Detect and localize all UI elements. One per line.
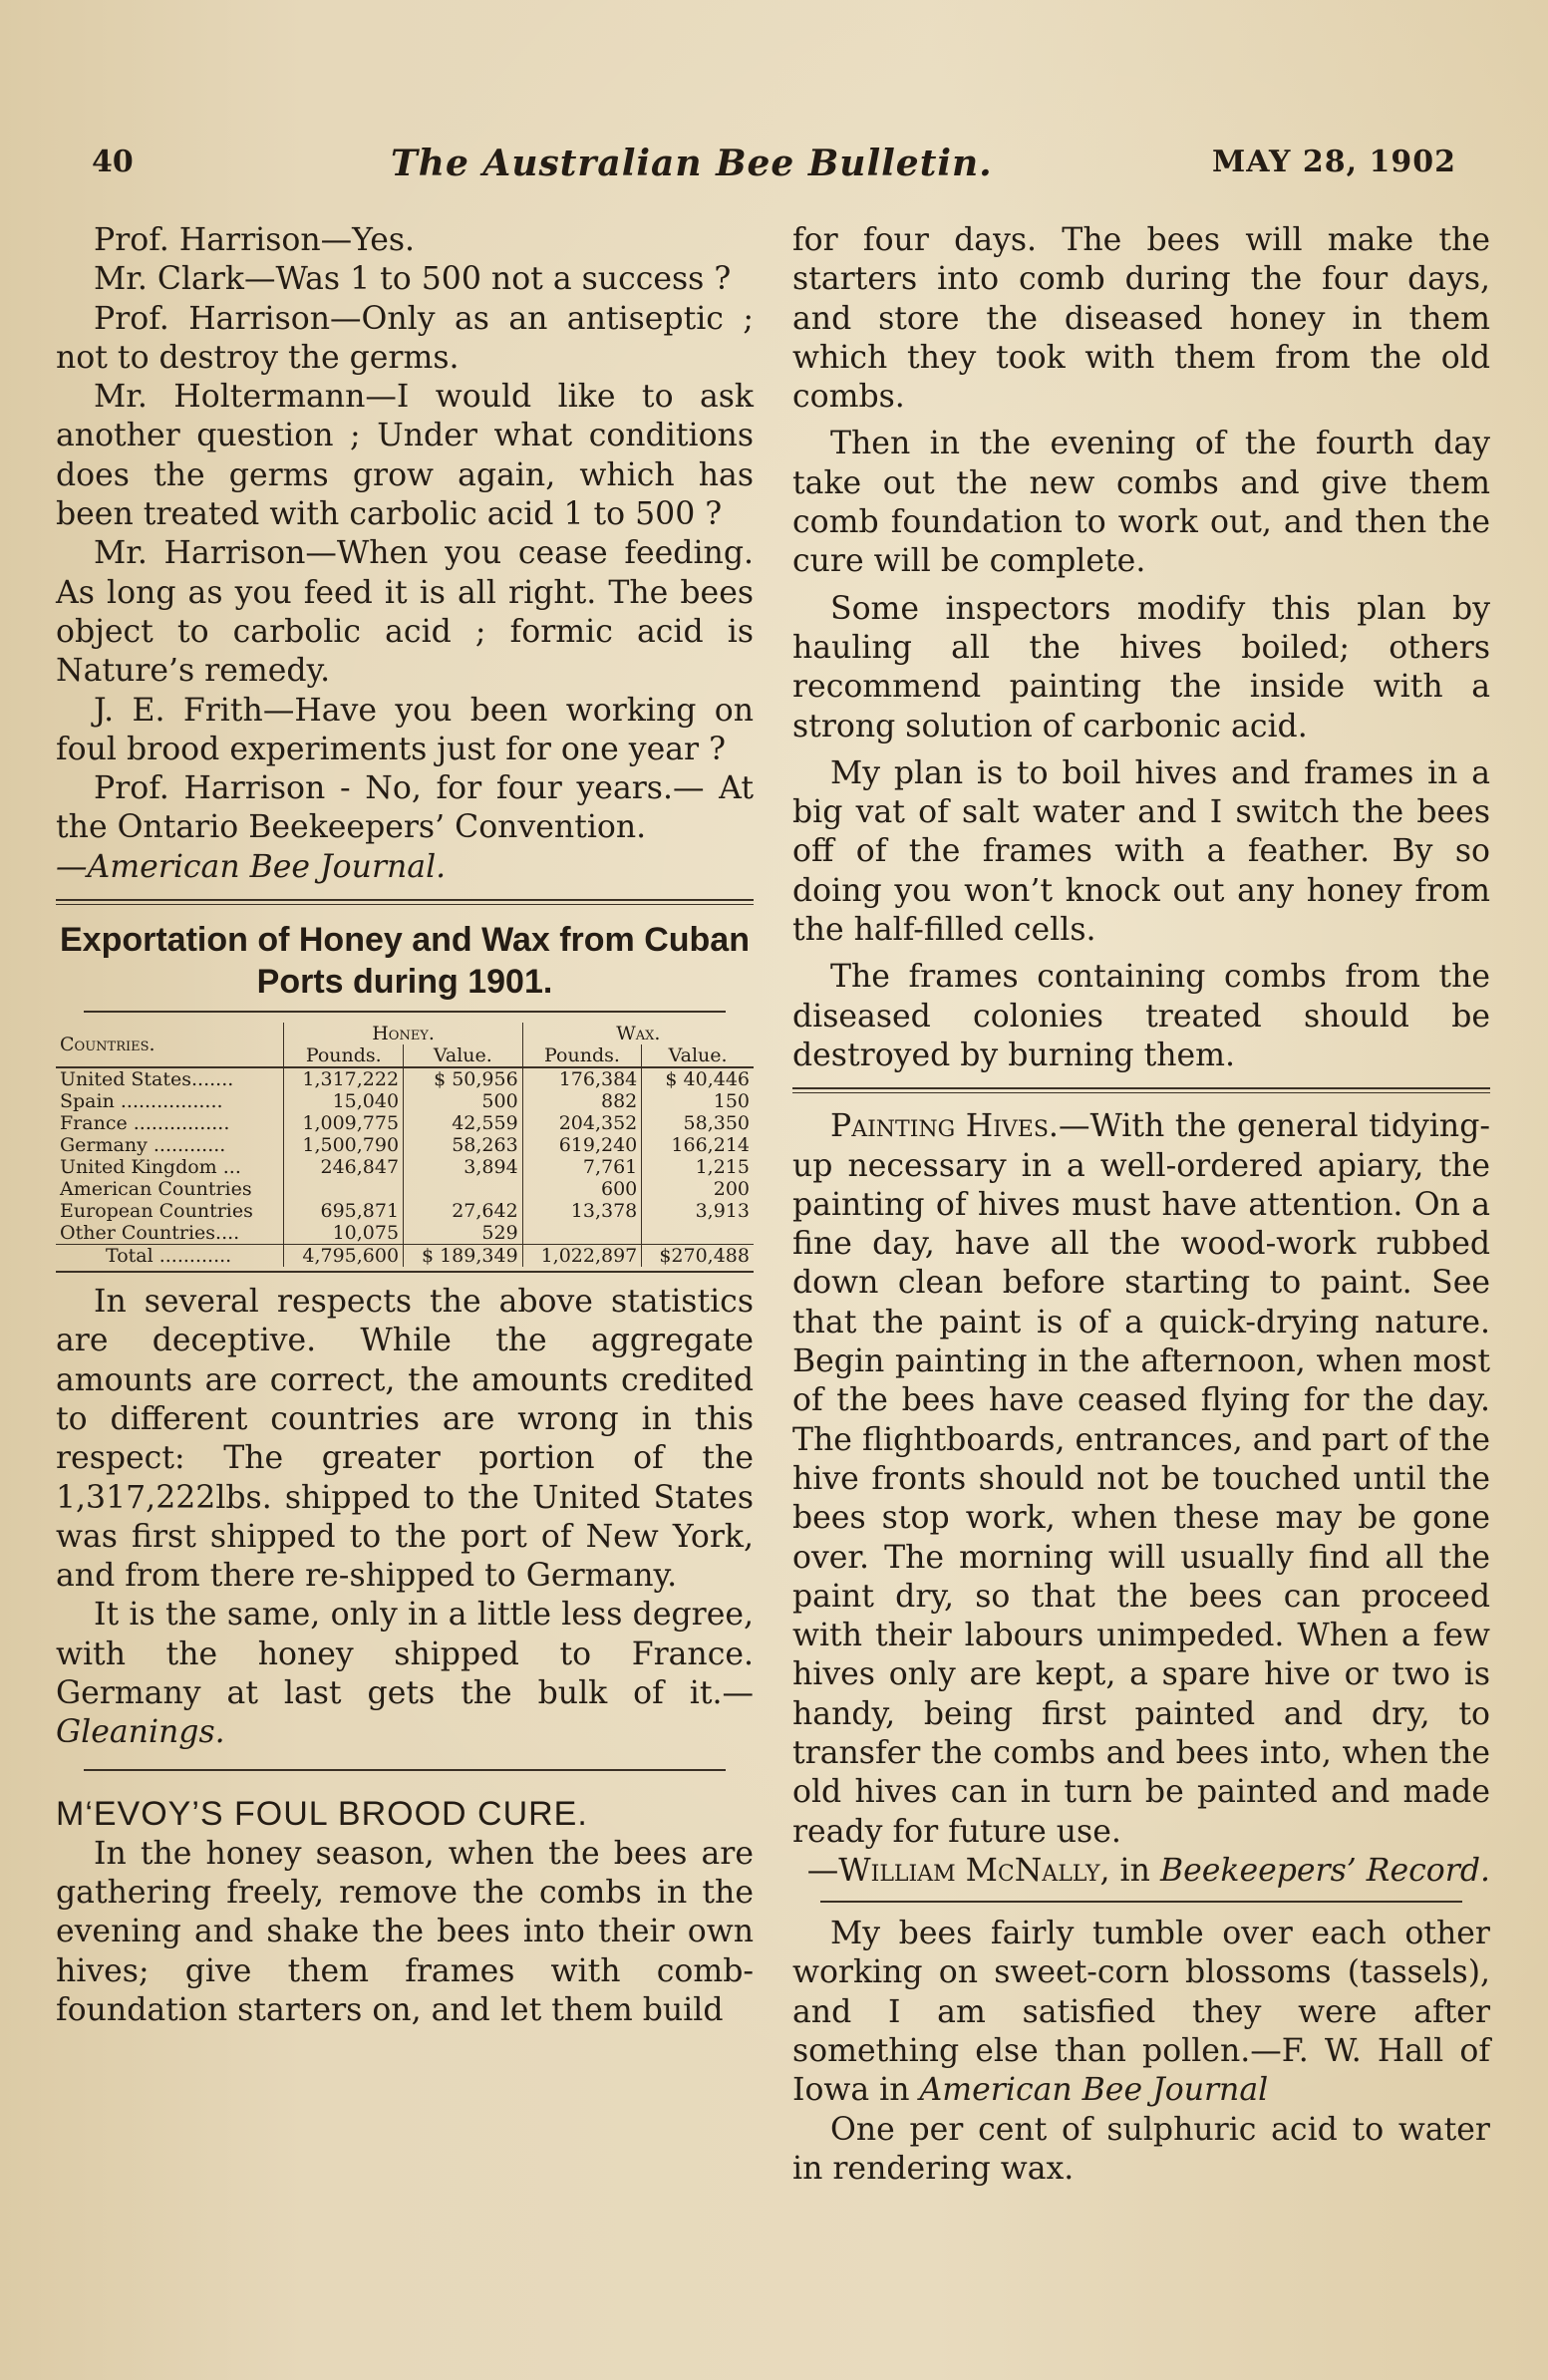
table-subheader: Pounds. — [284, 1044, 404, 1067]
table-cell: 600 — [522, 1178, 642, 1200]
table-cell: 619,240 — [522, 1134, 642, 1156]
table-cell: $270,488 — [642, 1245, 754, 1268]
paragraph-text: My bees fairly tumble over each other working on sweet-corn blossoms (tassels), and I am satisfied they were after something else than pollen.—F. W. Hall of Iowa in — [792, 1916, 1490, 2109]
source-citation: —American Bee Journal. — [56, 848, 447, 885]
table-cell — [522, 1222, 642, 1245]
paragraph: One per cent of sulphuric acid to water in rendering wax. — [792, 2111, 1490, 2187]
table-cell: 1,022,897 — [522, 1245, 642, 1268]
article-heading: Exportation of Honey and Wax from Cuban Ports during 1901. — [60, 921, 750, 1002]
table-cell: 1,500,790 — [284, 1134, 404, 1156]
paragraph: Some inspectors modify this plan by hauling all the hives boiled; others recommend painting the inside with a strong solution of carbonic acid. — [792, 590, 1490, 744]
table-total-row — [56, 1245, 754, 1268]
table-cell: 27,642 — [404, 1200, 523, 1222]
table-cell: 13,378 — [522, 1200, 642, 1222]
table-cell — [284, 1178, 404, 1200]
page-header — [92, 145, 1456, 194]
article-heading: M‘EVOY’S FOUL BROOD CURE. — [56, 1794, 588, 1833]
table-header-wax: Wax. — [522, 1023, 754, 1044]
table-cell: 150 — [642, 1090, 754, 1112]
table-cell: France ................ — [60, 1112, 230, 1135]
table-cell: 246,847 — [284, 1156, 404, 1178]
table-cell: United States....... — [56, 1067, 284, 1090]
author-name: —William McNally, — [806, 1852, 1110, 1889]
table-cell: 4,795,600 — [284, 1245, 404, 1268]
table-cell: Spain ................. — [60, 1090, 223, 1113]
table-cell: European Countries — [60, 1200, 253, 1223]
export-table — [56, 1023, 754, 1267]
table-row — [56, 1222, 754, 1245]
table-cell: 1,215 — [642, 1156, 754, 1178]
paragraph: Prof. Harrison - No, for four years.— At the Ontario Beekeepers’ Convention. — [56, 770, 754, 846]
paragraph — [792, 1107, 1490, 1852]
table-cell: American Countries — [60, 1178, 252, 1201]
attribution — [792, 1852, 1490, 1891]
table-subheader: Value. — [404, 1044, 523, 1067]
table-cell: 1,317,222 — [284, 1067, 404, 1090]
table-cell: $ 189,349 — [404, 1245, 523, 1268]
paragraph: In several respects the above statistics are deceptive. While the aggregate amounts are correct, the amounts credited to different countries are wrong in this respect: The greater portion of the 1,317,222lbs. shipped to the United States was first shipped to the port of New York, and from there re-shipped to Germany. — [56, 1284, 754, 1595]
table-cell: 200 — [642, 1178, 754, 1200]
paragraph: J. E. Frith—Have you been working on foul brood experiments just for one year ? — [56, 692, 754, 767]
table-cell — [404, 1178, 523, 1200]
issue-date: MAY 28, 1902 — [1212, 145, 1456, 179]
table-row — [56, 1090, 754, 1112]
table-cell: 15,040 — [284, 1090, 404, 1112]
page-number: 40 — [92, 145, 134, 179]
divider — [792, 1087, 1490, 1093]
attribution-in: in — [1109, 1852, 1160, 1889]
paragraph: In the honey season, when the bees are gathering freely, remove the combs in the evening and shake the bees into their own hives; give them frames with comb-foundation starters on, and let them build — [56, 1835, 754, 2028]
paragraph-text: It is the same, only in a little less degree, with the honey shipped to France. Germany at last gets the bulk of it.— — [56, 1597, 754, 1712]
source-citation: American Bee Journal — [919, 2072, 1269, 2109]
table-cell: United Kingdom ... — [60, 1156, 241, 1179]
table-row — [56, 1067, 754, 1090]
table-cell: 1,009,775 — [284, 1112, 404, 1134]
paragraph — [56, 1596, 754, 1752]
journal-title: The Australian Bee Bulletin. — [391, 143, 993, 184]
table-cell: 500 — [404, 1090, 523, 1112]
paragraph: Then in the evening of the fourth day take out the new combs and give them comb foundation to work out, and then the cure will be complete. — [792, 426, 1490, 580]
table-cell: 204,352 — [522, 1112, 642, 1134]
table-row — [56, 1112, 754, 1134]
table-header-honey: Honey. — [284, 1023, 522, 1044]
table-cell: 42,559 — [404, 1112, 523, 1134]
paragraph: My plan is to boil hives and frames in a big vat of salt water and I switch the bees off of the frames with a feather. By so doing you won’t knock out any honey from the half-filled cells. — [792, 754, 1490, 949]
table-cell: 3,894 — [404, 1156, 523, 1178]
divider — [56, 899, 754, 905]
table-cell: 7,761 — [522, 1156, 642, 1178]
paragraph: for four days. The bees will make the starters into comb during the four days, and store the diseased honey in them which they took with them from the old combs. — [792, 222, 1490, 416]
divider — [84, 1011, 726, 1013]
table-cell: $ 40,446 — [642, 1067, 754, 1090]
source-citation: Gleanings. — [56, 1714, 225, 1751]
table-row — [56, 1156, 754, 1178]
table-cell: Other Countries.... — [60, 1222, 240, 1245]
left-column — [56, 221, 754, 2030]
table-cell: Germany ............ — [60, 1134, 226, 1157]
paragraph: Prof. Harrison—Yes. — [94, 222, 416, 258]
table-cell: 10,075 — [284, 1222, 404, 1245]
table-cell: 58,350 — [642, 1112, 754, 1134]
source-citation: Beekeepers’ Record. — [1159, 1852, 1490, 1889]
right-column — [792, 221, 1490, 2189]
table-subheader: Value. — [642, 1044, 754, 1067]
table-row — [56, 1200, 754, 1222]
divider — [820, 1901, 1462, 1903]
table-cell: Total ............ — [56, 1245, 284, 1268]
table-cell — [642, 1222, 754, 1245]
table-cell: 882 — [522, 1090, 642, 1112]
table-subheader: Pounds. — [522, 1044, 642, 1067]
section-title: Painting Hives. — [830, 1108, 1059, 1145]
table-header-countries: Countries. — [60, 1034, 155, 1056]
paragraph — [792, 1915, 1490, 2110]
table-cell: 166,214 — [642, 1134, 754, 1156]
paragraph: Mr. Clark—Was 1 to 500 not a success ? — [94, 261, 732, 298]
table-cell: 58,263 — [404, 1134, 523, 1156]
paragraph: The frames containing combs from the diseased colonies treated should be destroyed by burning them. — [792, 959, 1490, 1073]
table-cell: 695,871 — [284, 1200, 404, 1222]
divider — [84, 1769, 726, 1771]
table-row — [56, 1134, 754, 1156]
table-row — [56, 1178, 754, 1200]
paragraph-text: —With the general tidying-up necessary in a well-ordered apiary, the painting of hives must have attention. On a fine day, have all the wood-work rubbed down clean before starting to paint. See that the paint is of a quick-drying nature. Begin painting in the afternoon, when most of the bees have ceased flying for the day. The flightboards, entrances, and part of the hive fronts should not be touched until the bees stop work, when these may be gone over. The morning will usually find all the paint dry, so that the bees can proceed with their labours unimpeded. When a few hives only are kept, a spare hive or two is handy, being first painted and dry, to transfer the combs and bees into, when the old hives can in turn be painted and made ready for future use. — [792, 1108, 1491, 1850]
paragraph: Mr. Holtermann—I would like to ask another question ; Under what conditions does the germs grow again, which has been treated with carbolic acid 1 to 500 ? — [56, 379, 754, 533]
table-cell: 3,913 — [642, 1200, 754, 1222]
paragraph: Mr. Harrison—When you cease feeding. As long as you feed it is all right. The bees object to carbolic acid ; formic acid is Nature’s remedy. — [56, 535, 754, 690]
table-cell: 176,384 — [522, 1067, 642, 1090]
divider — [56, 1271, 754, 1273]
table-cell: 529 — [404, 1222, 523, 1245]
paragraph: Prof. Harrison—Only as an antiseptic ; not to destroy the germs. — [56, 300, 754, 376]
table-cell: $ 50,956 — [404, 1067, 523, 1090]
